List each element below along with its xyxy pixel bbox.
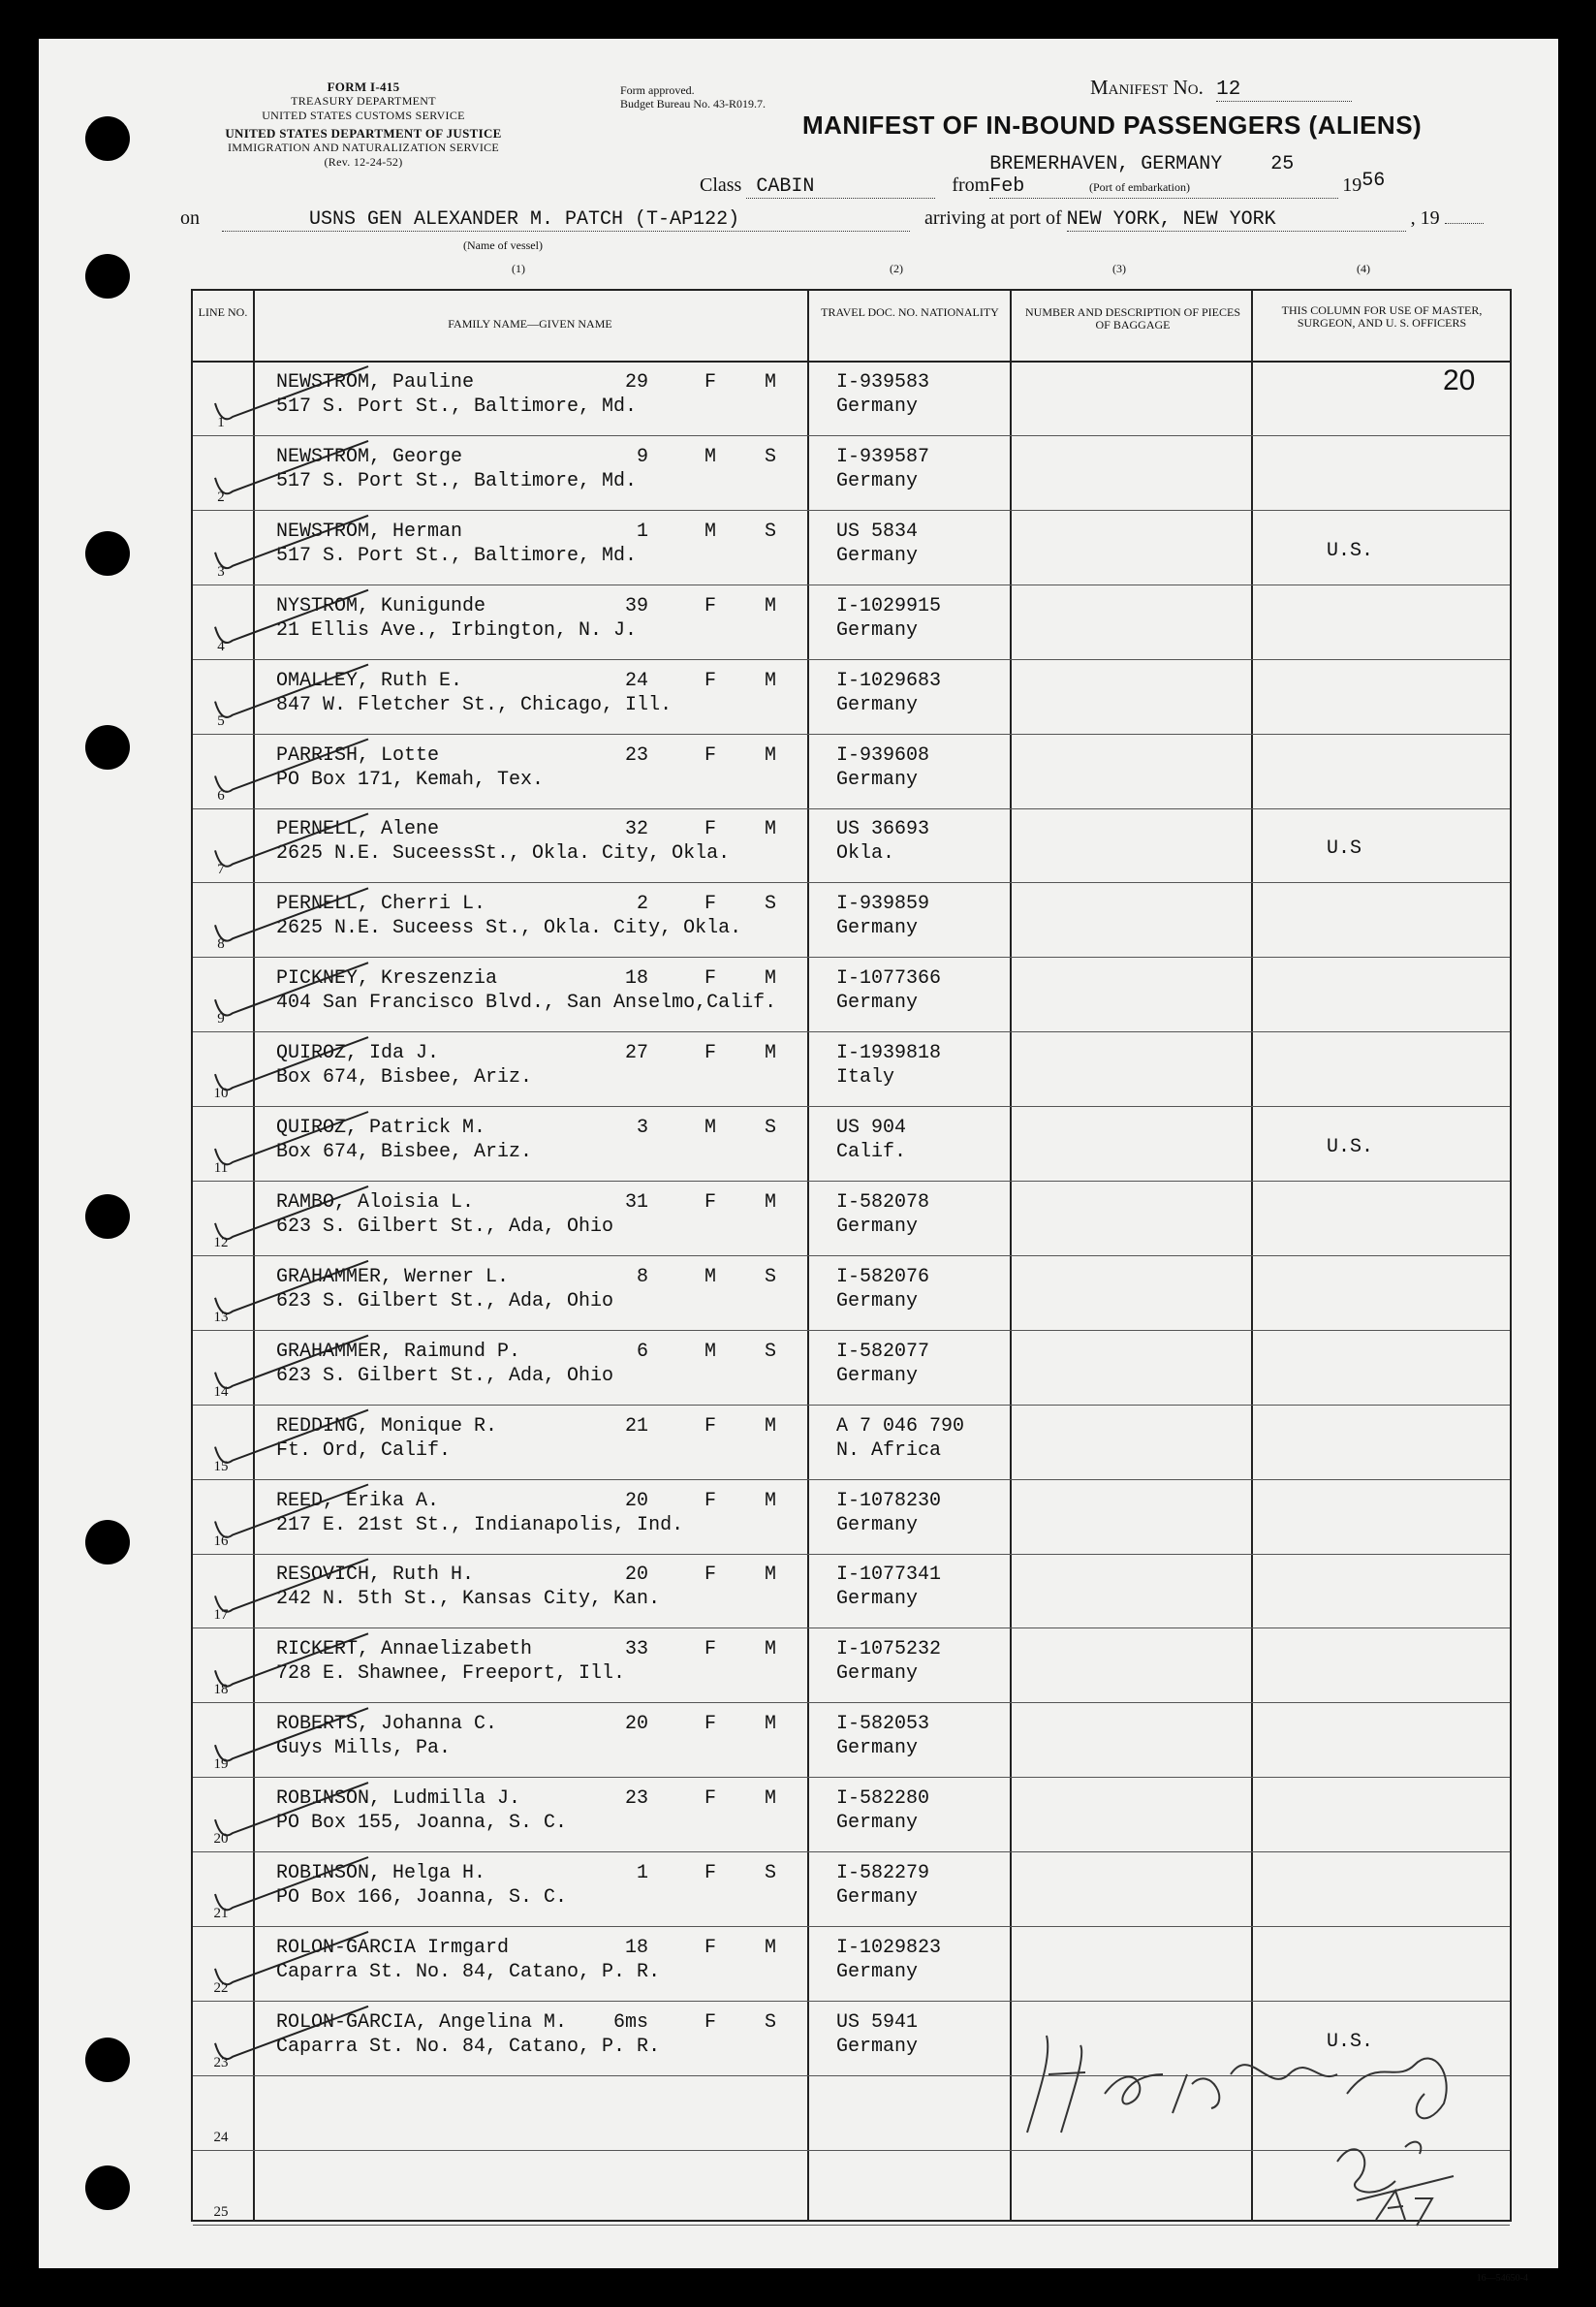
passenger-name: ROLON-GARCIA, Angelina M. bbox=[276, 2010, 568, 2034]
col-number-4: (4) bbox=[1357, 262, 1370, 275]
passenger-sex: M bbox=[704, 1340, 717, 1363]
passenger-sex: M bbox=[704, 445, 717, 468]
marital-status: S bbox=[765, 1862, 777, 1884]
class-value: CABIN bbox=[746, 175, 935, 199]
passenger-name: ROBINSON, Helga H. bbox=[276, 1862, 486, 1884]
line-number: 1 bbox=[217, 415, 225, 430]
nationality: Germany bbox=[836, 1364, 919, 1387]
vessel-caption: (Name of vessel) bbox=[463, 238, 543, 252]
passenger-age: 9 bbox=[636, 445, 648, 468]
passenger-age: 2 bbox=[636, 893, 648, 916]
port-embark-caption: (Port of embarkation) bbox=[1089, 180, 1190, 194]
travel-doc-number: I-1075232 bbox=[836, 1638, 942, 1661]
nationality: Germany bbox=[836, 395, 919, 418]
travel-doc-number: I-1939818 bbox=[836, 1042, 942, 1065]
nationality: Germany bbox=[836, 1737, 919, 1760]
passenger-age: 31 bbox=[624, 1190, 648, 1214]
marital-status: S bbox=[765, 1117, 777, 1139]
check-mark bbox=[215, 1932, 368, 1984]
nationality: Germany bbox=[836, 469, 919, 492]
check-mark bbox=[215, 516, 368, 568]
marital-status: M bbox=[765, 1936, 777, 1959]
travel-doc-number: I-582279 bbox=[836, 1862, 930, 1884]
manifest-value: 12 bbox=[1216, 79, 1352, 102]
passenger-name: NYSTROM, Kunigunde bbox=[276, 594, 486, 617]
class-label: Class bbox=[700, 174, 742, 196]
travel-doc-number: I-582077 bbox=[836, 1340, 930, 1363]
line-number: 2 bbox=[217, 489, 225, 505]
passenger-age: 32 bbox=[624, 818, 648, 841]
check-mark bbox=[215, 1112, 368, 1164]
officer-note: U.S. bbox=[1327, 539, 1374, 562]
passenger-address: 847 W. Fletcher St., Chicago, Ill. bbox=[276, 693, 673, 716]
passenger-sex: F bbox=[704, 818, 717, 841]
travel-doc-number: US 5941 bbox=[836, 2010, 919, 2034]
count-mark: 20 bbox=[1443, 364, 1476, 396]
officer-note: U.S. bbox=[1327, 1136, 1374, 1158]
travel-doc-number: A 7 046 790 bbox=[836, 1414, 965, 1438]
signature bbox=[1027, 2036, 1454, 2226]
marital-status: M bbox=[765, 1190, 777, 1214]
check-mark bbox=[215, 2007, 368, 2059]
passenger-address: 623 S. Gilbert St., Ada, Ohio bbox=[276, 1289, 614, 1312]
passenger-name: RAMBO, Aloisia L. bbox=[276, 1190, 475, 1214]
passenger-address: 217 E. 21st St., Indianapolis, Ind. bbox=[276, 1513, 684, 1536]
col-number-2: (2) bbox=[890, 262, 903, 275]
marital-status: M bbox=[765, 967, 777, 991]
travel-doc-number: I-1029915 bbox=[836, 594, 942, 617]
passenger-age: 8 bbox=[636, 1265, 648, 1288]
check-mark bbox=[215, 1485, 368, 1537]
check-mark bbox=[215, 366, 368, 419]
check-marks bbox=[215, 366, 368, 2059]
nationality: Germany bbox=[836, 1588, 919, 1611]
travel-doc-number: I-582280 bbox=[836, 1787, 930, 1811]
from-label: from bbox=[952, 174, 990, 196]
travel-doc-number: I-582078 bbox=[836, 1190, 930, 1214]
line-number: 14 bbox=[213, 1383, 229, 1400]
year-suffix: 56 bbox=[1361, 170, 1386, 192]
passenger-name: NEWSTROM, George bbox=[276, 445, 463, 468]
arriving-value: NEW YORK, NEW YORK bbox=[1067, 208, 1406, 232]
check-mark bbox=[215, 1261, 368, 1313]
line-number: 8 bbox=[217, 936, 225, 953]
marital-status: M bbox=[765, 371, 777, 394]
marital-status: M bbox=[765, 743, 777, 767]
passenger-sex: F bbox=[704, 1190, 717, 1214]
passenger-address: 242 N. 5th St., Kansas City, Kan. bbox=[276, 1588, 661, 1611]
passenger-age: 39 bbox=[624, 594, 648, 617]
marital-status: M bbox=[765, 669, 777, 692]
passenger-sex: M bbox=[704, 520, 717, 543]
passenger-sex: M bbox=[704, 1265, 717, 1288]
year-prefix: 19 bbox=[1342, 174, 1362, 196]
col-header-name: FAMILY NAME—GIVEN NAME bbox=[448, 317, 612, 331]
passenger-age: 18 bbox=[624, 967, 648, 991]
passenger-name: ROBERTS, Johanna C. bbox=[276, 1713, 498, 1736]
passenger-address: PO Box 166, Joanna, S. C. bbox=[276, 1886, 568, 1909]
travel-doc-number: I-582053 bbox=[836, 1713, 930, 1736]
nationality: Germany bbox=[836, 1812, 919, 1835]
passenger-age: 27 bbox=[624, 1042, 648, 1065]
passenger-name: QUIROZ, Ida J. bbox=[276, 1042, 440, 1065]
passenger-name: REED, Erika A. bbox=[276, 1489, 440, 1512]
travel-doc-number: US 36693 bbox=[836, 818, 930, 841]
nationality: Germany bbox=[836, 1513, 919, 1536]
passenger-name: ROBINSON, Ludmilla J. bbox=[276, 1787, 521, 1811]
page-title: MANIFEST OF IN-BOUND PASSENGERS (ALIENS) bbox=[802, 111, 1423, 140]
marital-status: M bbox=[765, 594, 777, 617]
travel-doc-number: I-939859 bbox=[836, 893, 930, 916]
embark-date: 25 Feb bbox=[989, 153, 1295, 198]
passenger-address: Ft. Ord, Calif. bbox=[276, 1438, 452, 1462]
passenger-sex: F bbox=[704, 1638, 717, 1661]
line-number: 6 bbox=[217, 787, 225, 804]
passenger-address: 623 S. Gilbert St., Ada, Ohio bbox=[276, 1364, 614, 1387]
passenger-sex: F bbox=[704, 967, 717, 991]
passenger-age: 18 bbox=[624, 1936, 648, 1959]
nationality: Italy bbox=[836, 1066, 895, 1090]
line-number: 19 bbox=[213, 1756, 229, 1773]
arrival-year-prefix: , 19 bbox=[1410, 207, 1440, 229]
passenger-address: 517 S. Port St., Baltimore, Md. bbox=[276, 469, 638, 492]
travel-doc-number: I-939608 bbox=[836, 743, 930, 767]
footer-form-code: 16—54650-4 bbox=[1476, 2273, 1528, 2284]
nationality: Germany bbox=[836, 544, 919, 567]
passenger-address: PO Box 155, Joanna, S. C. bbox=[276, 1812, 568, 1835]
on-label: on bbox=[180, 207, 200, 229]
passenger-address: PO Box 171, Kemah, Tex. bbox=[276, 768, 545, 791]
check-mark bbox=[215, 1410, 368, 1463]
travel-doc-number: I-1029683 bbox=[836, 669, 942, 692]
marital-status: M bbox=[765, 1042, 777, 1065]
line-number: 7 bbox=[217, 862, 225, 878]
passenger-address: 517 S. Port St., Baltimore, Md. bbox=[276, 544, 638, 567]
travel-doc-number: US 5834 bbox=[836, 520, 919, 543]
nationality: Okla. bbox=[836, 842, 895, 866]
check-mark bbox=[215, 888, 368, 940]
passenger-age: 3 bbox=[636, 1117, 648, 1139]
check-mark bbox=[215, 1559, 368, 1611]
travel-doc-number: I-1078230 bbox=[836, 1489, 942, 1512]
passenger-age: 24 bbox=[624, 669, 648, 692]
marital-status: M bbox=[765, 818, 777, 841]
nationality: Germany bbox=[836, 1215, 919, 1238]
passenger-age: 1 bbox=[636, 1862, 648, 1884]
marital-status: S bbox=[765, 445, 777, 468]
passenger-address: Box 674, Bisbee, Ariz. bbox=[276, 1066, 533, 1090]
passenger-address: 21 Ellis Ave., Irbington, N. J. bbox=[276, 618, 638, 642]
travel-doc-number: I-1029823 bbox=[836, 1936, 942, 1959]
passenger-age: 23 bbox=[624, 1787, 648, 1811]
passenger-address: Caparra St. No. 84, Catano, P. R. bbox=[276, 2035, 661, 2058]
col-number-1: (1) bbox=[512, 262, 525, 275]
check-mark bbox=[215, 665, 368, 717]
treasury-dept: TREASURY DEPARTMENT bbox=[291, 94, 436, 108]
manifest-label: Manifest No. bbox=[1090, 76, 1204, 99]
line-number: 4 bbox=[217, 638, 225, 654]
line-number: 13 bbox=[213, 1309, 229, 1325]
line-number: 11 bbox=[213, 1160, 229, 1176]
nationality: Germany bbox=[836, 1289, 919, 1312]
line-number: 9 bbox=[217, 1011, 225, 1027]
passenger-sex: F bbox=[704, 2010, 717, 2034]
passenger-sex: F bbox=[704, 1042, 717, 1065]
officer-note: U.S. bbox=[1327, 2030, 1374, 2053]
passenger-name: ROLON-GARCIA Irmgard bbox=[276, 1936, 510, 1959]
passenger-age: 1 bbox=[636, 520, 648, 543]
marital-status: S bbox=[765, 1340, 777, 1363]
passenger-address: Guys Mills, Pa. bbox=[276, 1737, 452, 1760]
passenger-sex: F bbox=[704, 669, 717, 692]
passenger-name: PICKNEY, Kreszenzia bbox=[276, 967, 498, 991]
passenger-sex: F bbox=[704, 594, 717, 617]
line-number: 21 bbox=[213, 1906, 229, 1921]
passenger-name: PERNELL, Cherri L. bbox=[276, 893, 486, 916]
line-number: 10 bbox=[213, 1086, 229, 1102]
passenger-name: REDDING, Monique R. bbox=[276, 1414, 498, 1438]
col-number-3: (3) bbox=[1112, 262, 1126, 275]
passenger-age: 6 bbox=[636, 1340, 648, 1363]
officer-note: U.S bbox=[1327, 837, 1362, 861]
check-mark bbox=[215, 441, 368, 493]
passenger-name: PARRISH, Lotte bbox=[276, 743, 440, 767]
line-number: 20 bbox=[213, 1831, 229, 1848]
check-mark bbox=[215, 1186, 368, 1239]
marital-status: M bbox=[765, 1489, 777, 1512]
line-number: 12 bbox=[213, 1234, 229, 1250]
line-number: 22 bbox=[213, 1979, 229, 1996]
nationality: Germany bbox=[836, 2035, 919, 2058]
customs-service: UNITED STATES CUSTOMS SERVICE bbox=[262, 109, 465, 122]
passenger-sex: F bbox=[704, 1936, 717, 1959]
check-mark bbox=[215, 1783, 368, 1835]
marital-status: M bbox=[765, 1414, 777, 1438]
passenger-name: NEWSTROM, Pauline bbox=[276, 371, 475, 394]
passenger-address: 2625 N.E. Suceess St., Okla. City, Okla. bbox=[276, 917, 742, 940]
passenger-name: QUIROZ, Patrick M. bbox=[276, 1117, 486, 1139]
passenger-sex: F bbox=[704, 371, 717, 394]
line-number: 17 bbox=[213, 1607, 229, 1624]
travel-doc-number: I-582076 bbox=[836, 1265, 930, 1288]
passenger-name: GRAHAMMER, Werner L. bbox=[276, 1265, 510, 1288]
passenger-age: 20 bbox=[624, 1489, 648, 1512]
marital-status: S bbox=[765, 520, 777, 543]
marital-status: M bbox=[765, 1787, 777, 1811]
check-mark bbox=[215, 963, 368, 1015]
passenger-name: OMALLEY, Ruth E. bbox=[276, 669, 463, 692]
marital-status: S bbox=[765, 893, 777, 916]
line-number: 16 bbox=[213, 1533, 229, 1549]
passenger-age: 23 bbox=[624, 743, 648, 767]
passenger-address: 404 San Francisco Blvd., San Anselmo,Calif. bbox=[276, 992, 777, 1015]
nationality: Calif. bbox=[836, 1141, 907, 1163]
marital-status: S bbox=[765, 2010, 777, 2034]
nationality: Germany bbox=[836, 917, 919, 940]
travel-doc-number: I-1077366 bbox=[836, 967, 942, 991]
ins-service: IMMIGRATION AND NATURALIZATION SERVICE bbox=[227, 141, 500, 154]
passenger-name: RICKERT, Annaelizabeth bbox=[276, 1638, 533, 1661]
col-header-officers: THIS COLUMN FOR USE OF MASTER, SURGEON, AND U. S. OFFICERS bbox=[1281, 303, 1483, 330]
check-mark bbox=[215, 740, 368, 792]
form-approved-line: Form approved. bbox=[620, 83, 695, 97]
marital-status: S bbox=[765, 1265, 777, 1288]
col-header-baggage: NUMBER AND DESCRIPTION OF PIECES OF BAGGAGE bbox=[1024, 305, 1241, 332]
travel-doc-number: I-1077341 bbox=[836, 1564, 942, 1587]
passenger-sex: F bbox=[704, 1564, 717, 1587]
nationality: Germany bbox=[836, 618, 919, 642]
passenger-sex: F bbox=[704, 1787, 717, 1811]
budget-bureau-line: Budget Bureau No. 43-R019.7. bbox=[620, 97, 766, 111]
check-mark bbox=[215, 1857, 368, 1910]
passenger-name: NEWSTROM, Herman bbox=[276, 520, 463, 543]
line-number: 25 bbox=[213, 2203, 229, 2220]
check-mark bbox=[215, 1336, 368, 1388]
passenger-age: 20 bbox=[624, 1564, 648, 1587]
justice-dept: UNITED STATES DEPARTMENT OF JUSTICE bbox=[225, 126, 502, 141]
nationality: Germany bbox=[836, 1960, 919, 1983]
line-number: 18 bbox=[213, 1682, 229, 1698]
check-mark bbox=[215, 1633, 368, 1686]
nationality: N. Africa bbox=[836, 1438, 942, 1462]
line-number: 24 bbox=[213, 2129, 229, 2145]
marital-status: M bbox=[765, 1638, 777, 1661]
passenger-age: 20 bbox=[624, 1713, 648, 1736]
line-number: 5 bbox=[217, 712, 225, 729]
passenger-name: GRAHAMMER, Raimund P. bbox=[276, 1340, 521, 1363]
passenger-sex: F bbox=[704, 1489, 717, 1512]
check-mark bbox=[215, 590, 368, 643]
col-header-doc: TRAVEL DOC. NO. NATIONALITY bbox=[821, 305, 999, 319]
passenger-address: 517 S. Port St., Baltimore, Md. bbox=[276, 395, 638, 418]
passenger-age: 29 bbox=[624, 371, 648, 394]
passenger-address: Box 674, Bisbee, Ariz. bbox=[276, 1141, 533, 1163]
line-number: 3 bbox=[217, 563, 225, 580]
passenger-name: RESOVICH, Ruth H. bbox=[276, 1564, 475, 1587]
vessel-value: USNS GEN ALEXANDER M. PATCH (T-AP122) bbox=[222, 208, 910, 232]
passenger-age: 6ms bbox=[612, 2010, 648, 2034]
passenger-address: 728 E. Shawnee, Freeport, Ill. bbox=[276, 1662, 626, 1686]
arriving-label: arriving at port of bbox=[924, 207, 1062, 229]
passenger-sex: F bbox=[704, 1414, 717, 1438]
travel-doc-number: I-939583 bbox=[836, 371, 930, 394]
passenger-sex: F bbox=[704, 1713, 717, 1736]
passenger-sex: F bbox=[704, 1862, 717, 1884]
nationality: Germany bbox=[836, 768, 919, 791]
passenger-address: 623 S. Gilbert St., Ada, Ohio bbox=[276, 1215, 614, 1238]
revision-date: (Rev. 12-24-52) bbox=[324, 155, 403, 169]
check-mark bbox=[215, 813, 368, 866]
passenger-sex: F bbox=[704, 893, 717, 916]
passenger-age: 21 bbox=[624, 1414, 648, 1438]
nationality: Germany bbox=[836, 992, 919, 1015]
marital-status: M bbox=[765, 1564, 777, 1587]
passenger-name: PERNELL, Alene bbox=[276, 818, 440, 841]
marital-status: M bbox=[765, 1713, 777, 1736]
check-mark bbox=[215, 1037, 368, 1090]
passenger-address: Caparra St. No. 84, Catano, P. R. bbox=[276, 1960, 661, 1983]
col-header-line: LINE NO. bbox=[198, 305, 248, 319]
from-port: BREMERHAVEN, GERMANY bbox=[989, 153, 1223, 175]
nationality: Germany bbox=[836, 1662, 919, 1686]
nationality: Germany bbox=[836, 693, 919, 716]
nationality: Germany bbox=[836, 1886, 919, 1909]
check-mark bbox=[215, 1708, 368, 1760]
passenger-age: 33 bbox=[624, 1638, 648, 1661]
passenger-sex: M bbox=[704, 1117, 717, 1139]
travel-doc-number: I-939587 bbox=[836, 445, 930, 468]
line-number: 23 bbox=[213, 2054, 229, 2070]
passenger-address: 2625 N.E. SuceessSt., Okla. City, Okla. bbox=[276, 842, 731, 866]
form-number: FORM I-415 bbox=[327, 79, 400, 94]
passenger-sex: F bbox=[704, 743, 717, 767]
line-number: 15 bbox=[213, 1458, 229, 1474]
travel-doc-number: US 904 bbox=[836, 1117, 907, 1139]
